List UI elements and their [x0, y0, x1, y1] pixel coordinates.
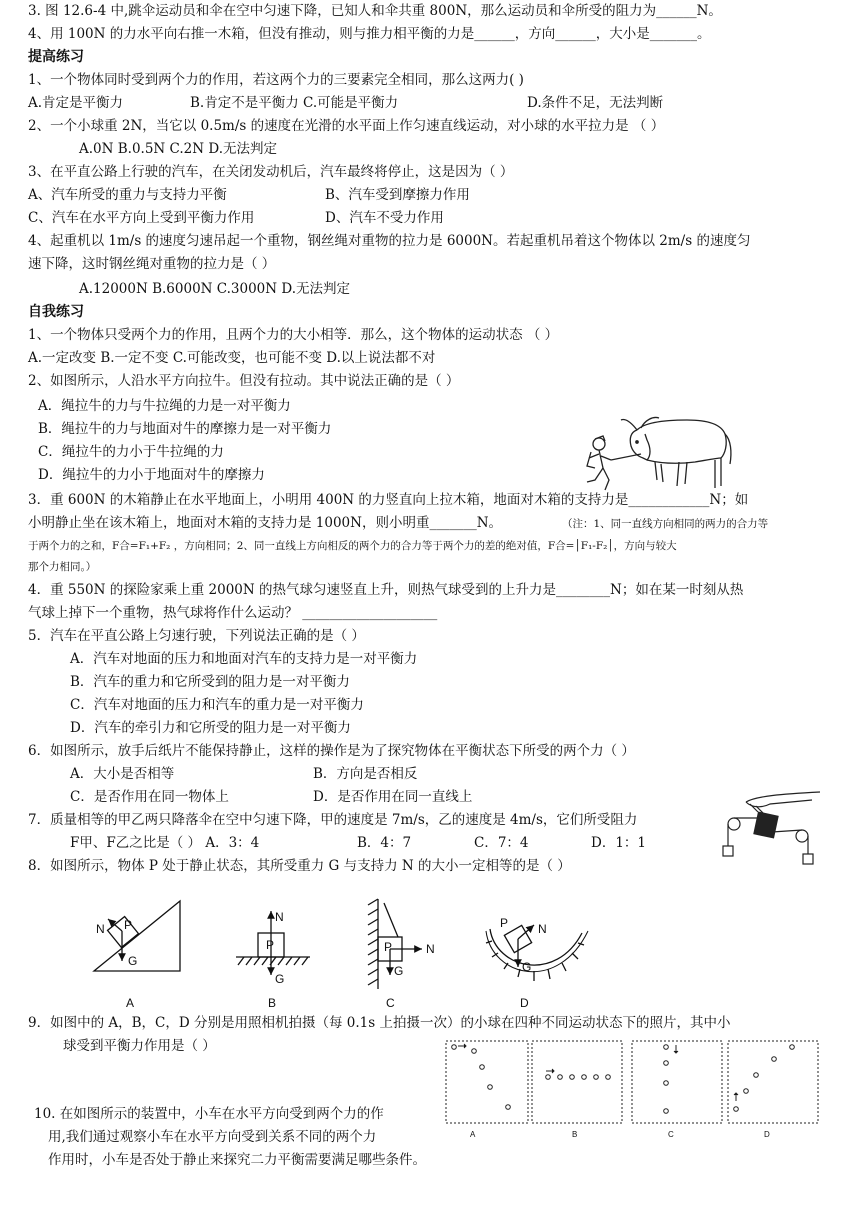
q4-fill-line: 4、用 100N 的力水平向右推一木箱，但没有推动，则与推力相平衡的力是______，方向______，大小是_______。 — [28, 26, 711, 42]
card-pulley-figure — [712, 788, 824, 868]
adv-q3-option-d: D、汽车不受力作用 — [325, 210, 444, 226]
label-p-a: P — [124, 918, 133, 932]
adv-q2: 2、一个小球重 2N，当它以 0.5m/s 的速度在光滑的水平面上作匀速直线运动，对小球的水平拉力是 （ ） — [28, 118, 665, 134]
adv-q4-cont: 速下降，这时钢丝绳对重物的拉力是（ ） — [28, 256, 276, 272]
self-q3-note-end: 那个力相同。） — [28, 561, 97, 573]
man-pulling-ox-figure — [575, 408, 735, 500]
self-q3-note: （注：1、同一直线方向相同的两力的合力等 — [562, 518, 769, 530]
adv-q3-option-c: C、汽车在水平方向上受到平衡力作用 — [28, 210, 255, 226]
label-g-a: G — [128, 954, 138, 968]
self-q9: 9．如图中的 A，B，C，D 分别是用照相机拍摄（每 0.1s 上拍摄一次）的小球在四种不同运动状态下的照片，其中小 — [28, 1015, 731, 1031]
label-p-b: P — [266, 938, 275, 952]
label-g-b: G — [275, 972, 285, 986]
bowl-d — [490, 929, 582, 965]
self-q6: 6．如图所示，放手后纸片不能保持静止，这样的操作是为了探究物体在平衡状态下所受的两个力（ ） — [28, 743, 635, 759]
adv-q4: 4、起重机以 1m/s 的速度匀速吊起一个重物，钢丝绳对重物的拉力是 6000N。若起重机吊着这个物体以 2m/s 的速度匀 — [28, 233, 751, 249]
self-q7-option-a: F甲、F乙之比是（ ） A．3：4 — [70, 835, 260, 851]
adv-q3-option-a: A、汽车所受的重力与支持力平衡 — [28, 187, 227, 203]
self-q2-option-b: B．绳拉牛的力与地面对牛的摩擦力是一对平衡力 — [38, 421, 332, 437]
self-q5: 5．汽车在平直公路上匀速行驶，下列说法正确的是（ ） — [28, 628, 365, 644]
fig9-label-d: D — [764, 1130, 770, 1139]
self-q4: 4．重 550N 的探险家乘上重 2000N 的热气球匀速竖直上升，则热气球受到的上升力是________N；如在某一时刻从热 — [28, 582, 744, 598]
photo-a — [446, 1041, 528, 1123]
photo-d — [728, 1041, 818, 1123]
self-q6-option-a: A．大小是否相等 — [70, 766, 175, 782]
adv-q1-option-bc: B.肯定不是平衡力 C.可能是平衡力 — [190, 95, 399, 111]
adv-q3: 3、在平直公路上行驶的汽车，在关闭发动机后，汽车最终将停止，这是因为（ ） — [28, 164, 514, 180]
self-q2-option-d: D．绳拉牛的力小于地面对牛的摩擦力 — [38, 467, 265, 483]
self-q5-option-d: D．汽车的牵引力和它所受的阻力是一对平衡力 — [70, 720, 351, 736]
self-q6-option-c: C．是否作用在同一物体上 — [70, 789, 229, 805]
label-p-d: P — [500, 916, 509, 930]
self-q5-option-b: B．汽车的重力和它所受到的阻力是一对平衡力 — [70, 674, 350, 690]
adv-q1: 1、一个物体同时受到两个力的作用，若这两个力的三要素完全相同，那么这两力( ) — [28, 72, 524, 88]
fig9-label-b: B — [572, 1130, 578, 1139]
self-q1-options: A.一定改变 B.一定不变 C.可能改变，也可能不变 D.以上说法都不对 — [28, 350, 436, 366]
self-q2-option-c: C．绳拉牛的力小于牛拉绳的力 — [38, 444, 224, 460]
self-q4-cont: 气球上掉下一个重物，热气球将作什么运动？ ____________________ — [28, 605, 438, 621]
adv-q4-options: A.12000N B.6000N C.3000N D.无法判定 — [79, 281, 350, 297]
self-q1: 1、一个物体只受两个力的作用，且两个力的大小相等．那么，这个物体的运动状态 （ ） — [28, 327, 559, 343]
self-q3: 3．重 600N 的木箱静止在水平地面上，小明用 400N 的力竖直向上拉木箱，地面对木箱的支持力是____________N；如 — [28, 492, 749, 508]
self-q7-option-b: B．4：7 — [357, 835, 412, 851]
fig9-label-c: C — [668, 1130, 674, 1139]
self-q3-note-cont: 于两个力的之和，F合=F₁+F₂ ，方向相同；2、同一直线上方向相反的两个力的合力等于两个力的差的绝对值，F合=│F₁-F₂│，方向与较大 — [28, 540, 677, 552]
self-q2-option-a: A．绳拉牛的力与牛拉绳的力是一对平衡力 — [38, 398, 291, 414]
self-q10-cont: 用,我们通过观察小车在水平方向受到关系不同的两个力 — [48, 1129, 377, 1145]
photo-b — [532, 1041, 622, 1123]
self-q3-cont: 小明静止坐在该木箱上，地面对木箱的支持力是 1000N，则小明重_______N。 — [28, 515, 503, 531]
photo-c — [632, 1041, 722, 1123]
self-q10: 10. 在如图所示的装置中，小车在水平方向受到两个力的作 — [34, 1106, 384, 1122]
section-heading-self: 自我练习 — [28, 304, 84, 320]
self-q2: 2、如图所示，人沿水平方向拉牛。但没有拉动。其中说法正确的是（ ） — [28, 373, 460, 389]
label-p-c: P — [384, 940, 393, 954]
adv-q2-options: A.0N B.0.5N C.2N D.无法判定 — [79, 141, 277, 157]
self-q7: 7．质量相等的甲乙两只降落伞在空中匀速下降，甲的速度是 7m/s，乙的速度是 4m/s，它们所受阻力 — [28, 812, 638, 828]
section-heading-advanced: 提高练习 — [28, 49, 84, 65]
force-diagrams-figure — [88, 895, 708, 1015]
fig8-label-b: B — [268, 996, 277, 1010]
label-n-b: N — [275, 910, 284, 924]
motion-photos-figure — [440, 1035, 826, 1145]
adv-q1-option-a: A.肯定是平衡力 — [28, 95, 124, 111]
self-q7-option-c: C．7：4 — [474, 835, 529, 851]
label-n-c: N — [426, 942, 435, 956]
self-q10-end: 作用时，小车是否处于静止来探究二力平衡需要满足哪些条件。 — [48, 1152, 426, 1168]
q3-fill-line: 3. 图 12.6-4 中,跳伞运动员和伞在空中匀速下降，已知人和伞共重 800N，那么运动员和伞所受的阻力为______N。 — [28, 3, 722, 19]
fig8-label-d: D — [520, 996, 529, 1010]
self-q6-option-b: B．方向是否相反 — [313, 766, 418, 782]
block-a — [108, 917, 139, 948]
fig9-label-a: A — [470, 1130, 476, 1139]
self-q9-cont: 球受到平衡力作用是（ ） — [63, 1038, 216, 1054]
self-q7-option-d: D．1：1 — [591, 835, 647, 851]
adv-q3-option-b: B、汽车受到摩擦力作用 — [325, 187, 470, 203]
fig8-label-c: C — [386, 996, 395, 1010]
self-q5-option-a: A．汽车对地面的压力和地面对汽车的支持力是一对平衡力 — [70, 651, 418, 667]
label-n-d: N — [538, 922, 547, 936]
adv-q1-option-d: D.条件不足，无法判断 — [527, 95, 664, 111]
self-q5-option-c: C．汽车对地面的压力和汽车的重力是一对平衡力 — [70, 697, 364, 713]
label-n-a: N — [96, 922, 105, 936]
label-g-d: G — [522, 960, 532, 974]
self-q8: 8．如图所示，物体 P 处于静止状态，其所受重力 G 与支持力 N 的大小一定相等的是（ ） — [28, 858, 571, 874]
label-g-c: G — [394, 964, 404, 978]
fig8-label-a: A — [126, 996, 135, 1010]
self-q6-option-d: D．是否作用在同一直线上 — [313, 789, 473, 805]
